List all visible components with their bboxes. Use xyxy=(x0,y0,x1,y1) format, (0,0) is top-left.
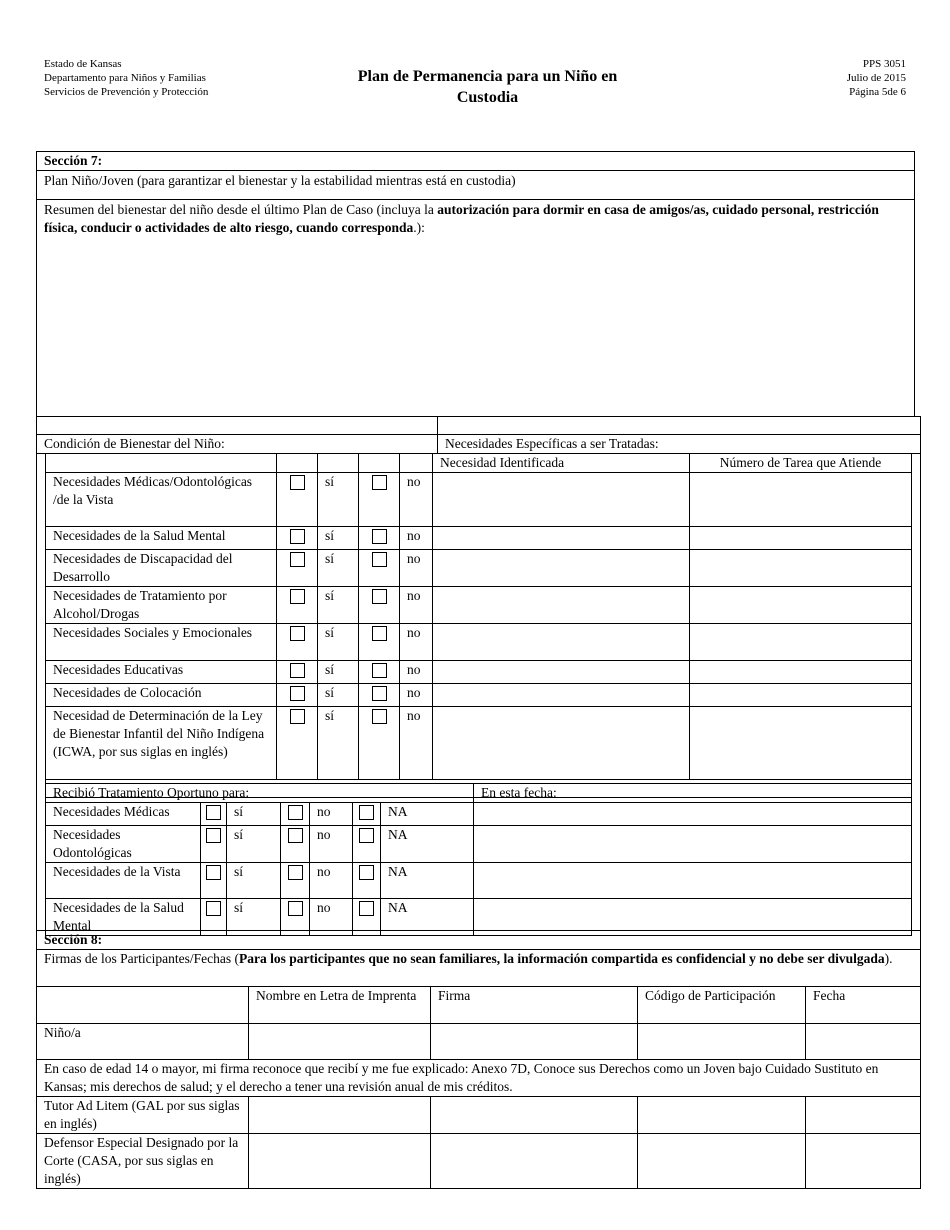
child-label: Niño/a xyxy=(37,1024,249,1060)
need-row: Necesidades de Tratamiento por Alcohol/Drogas sí no xyxy=(46,587,912,624)
participation-code-field[interactable] xyxy=(638,1097,806,1134)
na-checkbox[interactable] xyxy=(359,865,374,880)
signature-field[interactable] xyxy=(431,1024,638,1060)
task-number-header: Número de Tarea que Atiende xyxy=(690,454,912,473)
signatures-label: Firmas de los Participantes/Fechas (Para los participantes que no sean familiares, la información compartida es confidencial y no debe ser divulgada). xyxy=(37,950,921,987)
yes-checkbox[interactable] xyxy=(290,529,305,544)
section8-table xyxy=(36,930,921,1189)
na-checkbox[interactable] xyxy=(359,828,374,843)
page-title: Plan de Permanencia para un Niño en Custodia xyxy=(357,68,618,106)
printed-name-field[interactable] xyxy=(249,1097,431,1134)
yes-checkbox[interactable] xyxy=(290,709,305,724)
no-checkbox[interactable] xyxy=(372,686,387,701)
agency-block xyxy=(44,57,208,99)
agency-state: Estado de Kansas xyxy=(44,58,122,70)
no-checkbox[interactable] xyxy=(372,663,387,678)
task-number-field[interactable] xyxy=(690,684,912,707)
timely-treatment-table xyxy=(45,783,912,936)
need-identified-field[interactable] xyxy=(433,550,690,587)
printed-name-field[interactable] xyxy=(249,1024,431,1060)
yes-checkbox[interactable] xyxy=(206,805,221,820)
yes-checkbox[interactable] xyxy=(290,552,305,567)
task-number-field[interactable] xyxy=(690,527,912,550)
casa-label: Defensor Especial Designado por la Corte (CASA, por sus siglas en inglés) xyxy=(37,1134,249,1189)
task-number-field[interactable] xyxy=(690,550,912,587)
no-checkbox[interactable] xyxy=(372,552,387,567)
left-rule xyxy=(36,453,37,930)
task-number-field[interactable] xyxy=(690,661,912,684)
need-row: Necesidades de Discapacidad del Desarrollo sí no xyxy=(46,550,912,587)
yes-checkbox[interactable] xyxy=(206,828,221,843)
section8-heading: Sección 8: xyxy=(37,931,921,950)
na-checkbox[interactable] xyxy=(359,805,374,820)
yes-checkbox[interactable] xyxy=(290,686,305,701)
yes-checkbox[interactable] xyxy=(290,663,305,678)
need-row: Necesidades Médicas/Odontológicas /de la Vista sí no xyxy=(46,473,912,527)
wellbeing-summary-field[interactable]: Resumen del bienestar del niño desde el último Plan de Caso (incluya la autorización para dormir en casa de amigos/as, cuidado personal, restricción física, conducir o actividades de alto riesgo, cuando corresponda.): xyxy=(37,200,915,417)
form-number: PPS 3051 xyxy=(862,58,906,70)
need-identified-field[interactable] xyxy=(433,661,690,684)
form-date: Julio de 2015 xyxy=(846,72,906,84)
signature-row xyxy=(37,1097,921,1134)
task-number-field[interactable] xyxy=(690,707,912,780)
no-checkbox[interactable] xyxy=(288,901,303,916)
need-row: Necesidades Educativas sí no xyxy=(46,661,912,684)
yes-checkbox[interactable] xyxy=(206,865,221,880)
need-row: Necesidad de Determinación de la Ley de Bienestar Infantil del Niño Indígena (ICWA, por sus siglas en inglés) sí no xyxy=(46,707,912,780)
form-info xyxy=(847,57,906,99)
need-identified-field[interactable] xyxy=(433,624,690,661)
date-field[interactable] xyxy=(474,863,912,899)
task-number-field[interactable] xyxy=(690,473,912,527)
no-checkbox[interactable] xyxy=(372,626,387,641)
need-identified-field[interactable] xyxy=(433,707,690,780)
page-number: Página 5de 6 xyxy=(849,86,906,98)
specific-needs-label: Necesidades Específicas a ser Tratadas: xyxy=(438,435,921,454)
no-checkbox[interactable] xyxy=(288,865,303,880)
no-checkbox[interactable] xyxy=(288,828,303,843)
date-field[interactable] xyxy=(474,803,912,826)
participation-code-field[interactable] xyxy=(638,1024,806,1060)
plan-label: Plan Niño/Joven (para garantizar el bienestar y la estabilidad mientras está en custodia) xyxy=(37,171,915,200)
right-rule xyxy=(920,453,921,930)
no-checkbox[interactable] xyxy=(372,475,387,490)
col-printed-name: Nombre en Letra de Imprenta xyxy=(249,987,431,1024)
section7-heading: Sección 7: xyxy=(37,152,915,171)
date-field[interactable] xyxy=(474,826,912,863)
need-identified-field[interactable] xyxy=(433,587,690,624)
date-label: En esta fecha: xyxy=(474,784,912,803)
na-checkbox[interactable] xyxy=(359,901,374,916)
col-date: Fecha xyxy=(806,987,921,1024)
timely-row: Necesidades Médicas sí no NA xyxy=(46,803,912,826)
gal-label: Tutor Ad Litem (GAL por sus siglas en inglés) xyxy=(37,1097,249,1134)
agency-division: Servicios de Prevención y Protección xyxy=(44,86,209,98)
yes-checkbox[interactable] xyxy=(290,626,305,641)
need-identified-header: Necesidad Identificada xyxy=(433,454,690,473)
need-identified-field[interactable] xyxy=(433,684,690,707)
yes-checkbox[interactable] xyxy=(290,589,305,604)
need-identified-field[interactable] xyxy=(433,527,690,550)
acknowledgement-text: En caso de edad 14 o mayor, mi firma reconoce que recibí y me fue explicado: Anexo 7D, Conoce sus Derechos como un Joven bajo Cuidado Sustituto en Kansas; mis derechos de salud; y el derecho a tener una revisión anual de mis créditos. xyxy=(37,1060,921,1097)
timely-row: Necesidades de la Vista sí no NA xyxy=(46,863,912,899)
agency-department: Departamento para Niños y Familias xyxy=(44,72,206,84)
date-field[interactable] xyxy=(806,1097,921,1134)
no-checkbox[interactable] xyxy=(288,805,303,820)
yes-checkbox[interactable] xyxy=(290,475,305,490)
signature-row xyxy=(37,1134,921,1189)
signature-field[interactable] xyxy=(431,1097,638,1134)
wellbeing-table xyxy=(36,416,921,454)
task-number-field[interactable] xyxy=(690,587,912,624)
need-row: Necesidades de Colocación sí no xyxy=(46,684,912,707)
yes-checkbox[interactable] xyxy=(206,901,221,916)
printed-name-field[interactable] xyxy=(249,1134,431,1189)
section7-top-table xyxy=(36,151,915,417)
col-signature: Firma xyxy=(431,987,638,1024)
timely-row: Necesidades de la Salud Mental sí no NA xyxy=(46,899,912,936)
need-row: Necesidades Sociales y Emocionales sí no xyxy=(46,624,912,661)
date-field[interactable] xyxy=(806,1134,921,1189)
wellbeing-label: Condición de Bienestar del Niño: xyxy=(37,435,438,454)
timely-row: Necesidades Odontológicas sí no NA xyxy=(46,826,912,863)
signature-row xyxy=(37,1024,921,1060)
task-number-field[interactable] xyxy=(690,624,912,661)
no-checkbox[interactable] xyxy=(372,589,387,604)
timely-label: Recibió Tratamiento Oportuno para: xyxy=(46,784,474,803)
no-checkbox[interactable] xyxy=(372,529,387,544)
need-row: Necesidades de la Salud Mental sí no xyxy=(46,527,912,550)
needs-table xyxy=(45,453,912,798)
signature-field[interactable] xyxy=(431,1134,638,1189)
no-checkbox[interactable] xyxy=(372,709,387,724)
need-identified-field[interactable] xyxy=(433,473,690,527)
participation-code-field[interactable] xyxy=(638,1134,806,1189)
col-participation-code: Código de Participación xyxy=(638,987,806,1024)
date-field[interactable] xyxy=(806,1024,921,1060)
